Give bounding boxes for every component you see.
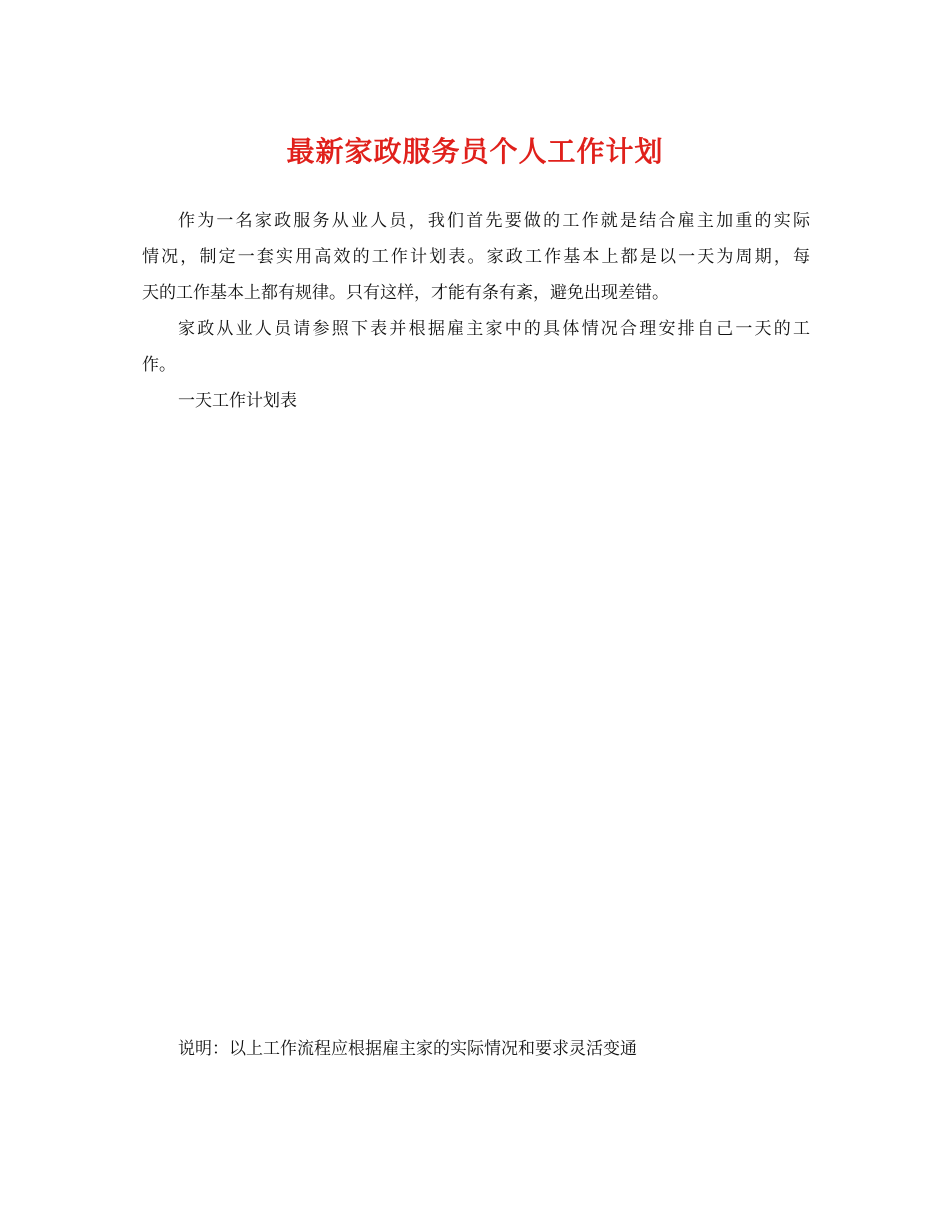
instruction-line-1: 家政从业人员请参照下表并根据雇主家中的具体情况合理安排自己一天的工 <box>178 319 810 339</box>
intro-line-2: 情况，制定一套实用高效的工作计划表。家政工作基本上都是以一天为周期，每 <box>142 247 810 267</box>
table-title: 一天工作计划表 <box>178 391 297 411</box>
instruction-line-2: 作。 <box>142 355 176 375</box>
intro-line-3: 天的工作基本上都有规律。只有这样，才能有条有紊，避免出现差错。 <box>142 283 669 303</box>
intro-line-1: 作为一名家政服务从业人员，我们首先要做的工作就是结合雇主加重的实际 <box>178 211 810 231</box>
document-note: 说明：以上工作流程应根据雇主家的实际情况和要求灵活变通 <box>178 1039 637 1059</box>
document-title: 最新家政服务员个人工作计划 <box>286 135 664 168</box>
